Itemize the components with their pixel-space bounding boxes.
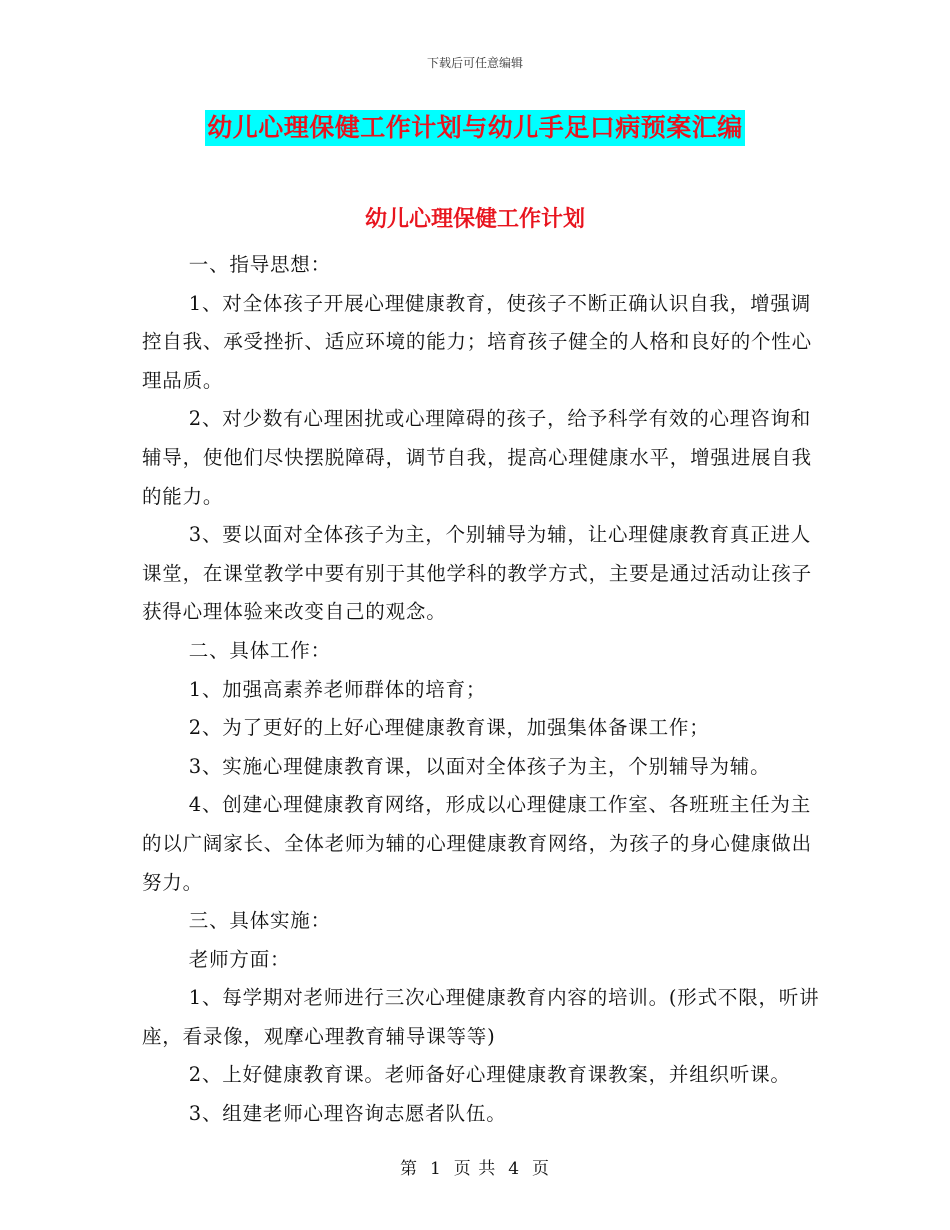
document-body xyxy=(142,246,822,1134)
paragraph: 2、上好健康教育课。老师备好心理健康教育课教案，并组织听课。 xyxy=(188,1063,791,1087)
header-note: 下载后可任意编辑 xyxy=(426,56,523,70)
heading-specific-implementation: 三、具体实施： xyxy=(188,909,331,933)
paragraph: 3、要以面对全体孩子为主，个别辅导为辅，让心理健康教育真正进人课堂，在课堂教学中要有别于其他学科的教学方式，主要是通过活动让孩子获得心理体验来改变自己的观念。 xyxy=(142,523,812,624)
footer-middle: 页 共 xyxy=(453,1159,497,1179)
heading-guiding-ideology: 一、指导思想： xyxy=(188,253,331,276)
footer-suffix: 页 xyxy=(532,1159,551,1179)
heading-teacher-aspect: 老师方面： xyxy=(188,947,291,971)
main-title-container xyxy=(0,110,950,146)
paragraph: 3、实施心理健康教育课，以面对全体孩子为主，个别辅导为辅。 xyxy=(188,754,771,778)
paragraph: 2、为了更好的上好心理健康教育课，加强集体备课工作； xyxy=(188,716,710,740)
footer-total-pages: 4 xyxy=(508,1159,521,1179)
footer-page-number: 1 xyxy=(429,1159,442,1179)
footer-prefix: 第 xyxy=(399,1159,418,1179)
paragraph: 1、每学期对老师进行三次心理健康教育内容的培训。(形式不限，听讲座，看录像，观摩心理教育辅导课等等) xyxy=(142,986,820,1048)
main-title: 幼儿心理保健工作计划与幼儿手足口病预案汇编 xyxy=(205,110,745,146)
paragraph: 3、组建老师心理咨询志愿者队伍。 xyxy=(188,1102,507,1126)
paragraph: 1、加强高素养老师群体的培育； xyxy=(188,677,487,701)
paragraph: 2、对少数有心理困扰或心理障碍的孩子，给予科学有效的心理咨询和辅导，使他们尽快摆脱障碍，调节自我，提高心理健康水平，增强进展自我的能力。 xyxy=(142,407,812,508)
page-footer xyxy=(0,1154,950,1179)
heading-specific-work: 二、具体工作： xyxy=(188,638,331,662)
section-title: 幼儿心理保健工作计划 xyxy=(364,207,585,232)
paragraph: 1、对全体孩子开展心理健康教育，使孩子不断正确认识自我，增强调控自我、承受挫折、适应环境的能力；培育孩子健全的人格和良好的个性心理品质。 xyxy=(142,291,812,392)
paragraph: 4、创建心理健康教育网络，形成以心理健康工作室、各班班主任为主的以广阔家长、全体老师为辅的心理健康教育网络，为孩子的身心健康做出努力。 xyxy=(142,793,812,894)
